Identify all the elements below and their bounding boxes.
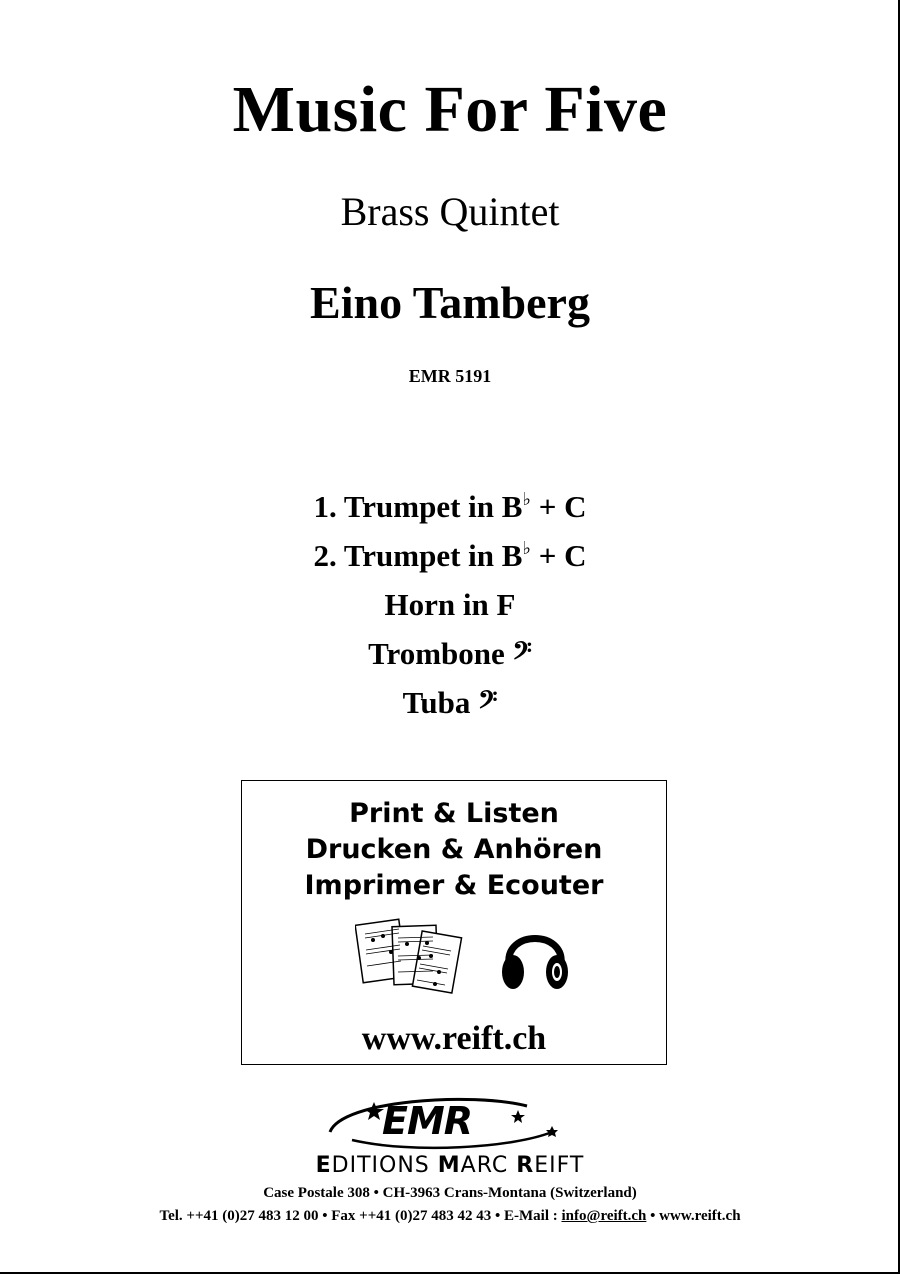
instrument-horn: Horn in F [384,587,516,622]
instrument-tuba: Tuba 𝄢 [402,685,498,721]
publisher-contact: Tel. ++41 (0)27 483 12 00 • Fax ++41 (0)27 483 42 43 • E-Mail : info@reift.ch • www.reift.ch [159,1208,741,1224]
bass-clef-icon: 𝄢 [512,637,532,672]
score-title: Music For Five [232,73,668,146]
instrument-trumpet-1: 1. Trumpet in B♭ + C [313,489,587,524]
promo-line-fr: Imprimer & Ecouter [304,870,604,901]
catalog-number: EMR 5191 [408,366,492,386]
promo-website-link[interactable]: www.reift.ch [361,1020,547,1057]
headphones-icon [499,916,571,996]
emr-logo [322,1092,564,1150]
score-subtitle: Brass Quintet [340,189,560,234]
flat-icon: ♭ [522,489,531,509]
instrument-trumpet-2: 2. Trumpet in B♭ + C [313,538,587,573]
bass-clef-icon: 𝄢 [478,686,498,721]
promo-line-en: Print & Listen [349,798,559,829]
publisher-address: Case Postale 308 • CH-3963 Crans-Montana (Switzerland) [263,1185,637,1201]
sheet-music-icon [355,914,465,1004]
promo-line-de: Drucken & Anhören [305,834,603,865]
email-link[interactable]: info@reift.ch [561,1208,647,1224]
instrument-list [0,482,900,727]
svg-text:EMR: EMR [382,1099,473,1143]
print-listen-box [241,780,667,1065]
publisher-name: EDITIONS MARC REIFT [315,1153,585,1178]
instrument-trombone: Trombone 𝄢 [368,636,532,672]
flat-icon: ♭ [522,538,531,558]
composer-name: Eino Tamberg [310,277,590,328]
